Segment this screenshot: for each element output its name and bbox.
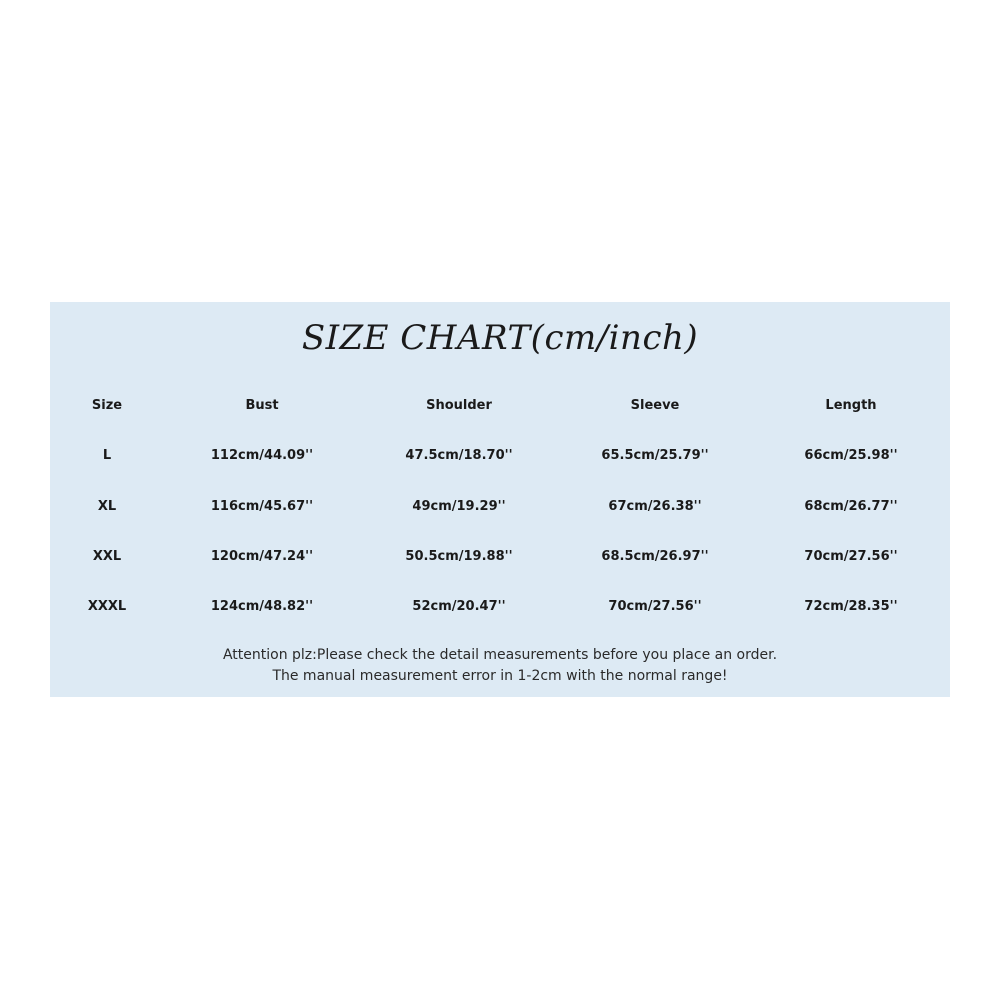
bust-cell: 112cm/44.09'' (210, 448, 314, 463)
size-chart-title: SIZE CHART(cm/inch) (301, 318, 699, 358)
size-cell: L (102, 448, 112, 463)
size-chart-panel (50, 302, 950, 697)
length-cell: 70cm/27.56'' (804, 549, 898, 564)
length-cell: 72cm/28.35'' (804, 599, 898, 614)
table-row (50, 595, 950, 619)
length-cell: 68cm/26.77'' (804, 499, 898, 514)
bust-cell: 124cm/48.82'' (210, 599, 314, 614)
bust-cell: 120cm/47.24'' (210, 549, 314, 564)
table-row (50, 495, 950, 519)
size-cell: XXXL (87, 599, 127, 614)
shoulder-cell: 50.5cm/19.88'' (405, 549, 513, 564)
header-size: Size (91, 398, 123, 413)
header-length: Length (825, 398, 877, 413)
bust-cell: 116cm/45.67'' (210, 499, 314, 514)
sleeve-cell: 67cm/26.38'' (608, 499, 702, 514)
table-header-row (50, 394, 950, 418)
shoulder-cell: 52cm/20.47'' (412, 599, 506, 614)
shoulder-cell: 47.5cm/18.70'' (405, 448, 513, 463)
attention-note-line-2: The manual measurement error in 1-2cm with the normal range! (272, 668, 728, 684)
sleeve-cell: 68.5cm/26.97'' (601, 549, 709, 564)
attention-note (50, 645, 950, 687)
header-bust: Bust (245, 398, 279, 413)
shoulder-cell: 49cm/19.29'' (412, 499, 506, 514)
length-cell: 66cm/25.98'' (804, 448, 898, 463)
table-row (50, 545, 950, 569)
sleeve-cell: 70cm/27.56'' (608, 599, 702, 614)
header-shoulder: Shoulder (426, 398, 492, 413)
size-cell: XXL (92, 549, 122, 564)
attention-note-line-1: Attention plz:Please check the detail measurements before you place an order. (222, 647, 778, 663)
size-cell: XL (97, 499, 117, 514)
header-sleeve: Sleeve (630, 398, 680, 413)
sleeve-cell: 65.5cm/25.79'' (601, 448, 709, 463)
table-row (50, 444, 950, 468)
